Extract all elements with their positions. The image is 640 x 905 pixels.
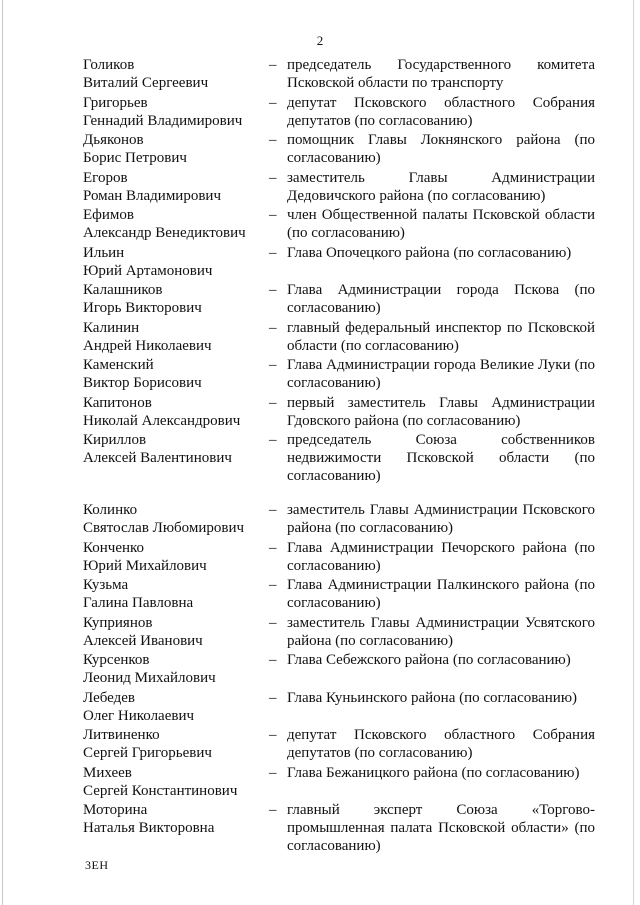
dash-separator: –	[269, 802, 277, 818]
member-person	[83, 431, 269, 485]
member-given-names: Сергей Константинович	[83, 782, 238, 799]
dash-separator: –	[269, 652, 277, 668]
member-position: первый заместитель Главы Администрации Гдовского района (по согласованию)	[287, 394, 595, 429]
member-entry	[83, 206, 595, 242]
dash-separator: –	[269, 727, 277, 743]
member-surname: Михеев	[83, 764, 132, 781]
member-given-names: Сергей Григорьевич	[83, 745, 212, 761]
footer-code: 3ЕН	[85, 858, 109, 872]
member-position: Глава Администрации города Пскова (по согласованию)	[287, 282, 595, 316]
member-entry	[83, 281, 595, 317]
member-surname: Колинко	[83, 502, 138, 518]
member-entry	[83, 169, 595, 205]
member-person	[83, 764, 269, 800]
dash-separator: –	[269, 94, 277, 111]
member-entry	[83, 94, 595, 130]
member-given-names: Андрей Николаевич	[83, 337, 212, 354]
member-entry	[83, 726, 595, 762]
member-entry	[83, 431, 595, 485]
scan-edge-left	[2, 0, 3, 905]
member-position: Глава Администрации Палкинского района (по согласованию)	[287, 577, 595, 611]
member-given-names: Виктор Борисович	[83, 375, 202, 391]
member-surname: Куприянов	[83, 614, 153, 631]
member-given-names: Роман Владимирович	[83, 187, 221, 204]
member-given-names: Борис Петрович	[83, 150, 187, 166]
dash-separator: –	[269, 577, 277, 593]
member-surname: Кузьма	[83, 577, 129, 593]
member-position: член Общественной палаты Псковской области (по согласованию)	[287, 207, 595, 241]
member-surname: Дьяконов	[83, 132, 144, 148]
member-given-names: Галина Павловна	[83, 595, 194, 611]
member-person	[83, 319, 269, 355]
dash-separator: –	[269, 394, 277, 411]
member-position: Глава Администрации города Великие Луки (по согласованию)	[287, 357, 595, 391]
member-entry	[83, 131, 595, 167]
member-position: Глава Администрации Печорского района (по согласованию)	[287, 539, 595, 574]
member-given-names: Алексей Валентинович	[83, 450, 232, 466]
member-given-names: Николай Александрович	[83, 412, 241, 429]
member-surname: Моторина	[83, 802, 148, 818]
member-given-names: Геннадий Владимирович	[83, 112, 243, 129]
member-entry	[83, 394, 595, 430]
member-person	[83, 94, 269, 130]
dash-separator: –	[269, 614, 277, 631]
member-entry	[83, 801, 595, 855]
member-surname: Капитонов	[83, 394, 152, 411]
member-position: Глава Себежского района (по согласованию)	[287, 652, 571, 668]
member-person	[83, 539, 269, 575]
member-position: заместитель Главы Администрации Псковского района (по согласованию)	[287, 502, 595, 536]
dash-separator: –	[269, 539, 277, 556]
member-position: депутат Псковского областного Собрания депутатов (по согласованию)	[287, 94, 595, 129]
member-person	[83, 131, 269, 167]
member-entry	[83, 501, 595, 537]
member-surname: Голиков	[83, 57, 135, 73]
member-person	[83, 576, 269, 612]
dash-separator: –	[269, 244, 277, 261]
member-entry	[83, 356, 595, 392]
member-surname: Ефимов	[83, 207, 134, 223]
member-surname: Литвиненко	[83, 727, 160, 743]
dash-separator: –	[269, 689, 277, 706]
member-person	[83, 394, 269, 430]
member-person	[83, 651, 269, 687]
member-entry	[83, 689, 595, 725]
member-person	[83, 56, 269, 92]
member-given-names: Юрий Михайлович	[83, 557, 207, 574]
member-entry	[83, 539, 595, 575]
dash-separator: –	[269, 57, 277, 73]
member-person	[83, 801, 269, 855]
member-person	[83, 501, 269, 537]
member-person	[83, 726, 269, 762]
member-entry	[83, 651, 595, 687]
member-given-names: Юрий Артамонович	[83, 262, 213, 279]
member-surname: Калинин	[83, 319, 140, 336]
member-given-names: Алексей Иванович	[83, 632, 203, 649]
member-given-names: Игорь Викторович	[83, 300, 202, 316]
member-surname: Ильин	[83, 244, 125, 261]
member-position: главный федеральный инспектор по Псковской области (по согласованию)	[287, 319, 595, 354]
member-position: председатель Союза собственников недвижимости Псковской области (по согласованию)	[287, 432, 595, 484]
member-position: помощник Главы Локнянского района (по согласованию)	[287, 132, 595, 166]
dash-separator: –	[269, 169, 277, 186]
member-given-names: Виталий Сергеевич	[83, 75, 209, 91]
member-entry	[83, 56, 595, 92]
member-given-names: Наталья Викторовна	[83, 820, 215, 836]
member-given-names: Святослав Любомирович	[83, 520, 245, 536]
member-person	[83, 356, 269, 392]
page-number: 2	[316, 33, 324, 48]
member-surname: Лебедев	[83, 689, 135, 706]
member-surname: Курсенков	[83, 652, 150, 668]
member-person	[83, 614, 269, 650]
member-entry	[83, 244, 595, 280]
member-person	[83, 169, 269, 205]
member-entry	[83, 576, 595, 612]
dash-separator: –	[269, 502, 277, 518]
member-surname: Егоров	[83, 169, 128, 186]
dash-separator: –	[269, 319, 277, 336]
member-position: заместитель Главы Администрации Усвятского района (по согласованию)	[287, 614, 595, 649]
dash-separator: –	[269, 207, 277, 223]
dash-separator: –	[269, 764, 277, 781]
member-person	[83, 244, 269, 280]
scan-edge-right	[633, 0, 634, 905]
member-position: депутат Псковского областного Собрания депутатов (по согласованию)	[287, 727, 595, 761]
member-surname: Григорьев	[83, 94, 148, 111]
dash-separator: –	[269, 132, 277, 148]
member-surname: Кириллов	[83, 432, 147, 448]
member-surname: Конченко	[83, 539, 145, 556]
member-surname: Калашников	[83, 282, 163, 298]
member-surname: Каменский	[83, 357, 154, 373]
member-position: председатель Государственного комитета Псковской области по транспорту	[287, 57, 595, 91]
dash-separator: –	[269, 432, 277, 448]
dash-separator: –	[269, 282, 277, 298]
dash-separator: –	[269, 357, 277, 373]
member-position: Глава Куньинского района (по согласованию)	[287, 689, 578, 706]
member-position: главный эксперт Союза «Торгово-промышленная палата Псковской области» (по согласованию)	[287, 802, 595, 854]
member-person	[83, 206, 269, 242]
member-entry	[83, 319, 595, 355]
member-person	[83, 689, 269, 725]
member-entry	[83, 764, 595, 800]
member-list	[83, 56, 595, 857]
member-person	[83, 281, 269, 317]
member-position: Глава Опочецкого района (по согласованию)	[287, 244, 572, 261]
member-given-names: Олег Николаевич	[83, 707, 195, 724]
member-entry	[83, 614, 595, 650]
member-position: Глава Бежаницкого района (по согласованию)	[287, 764, 580, 781]
member-position: заместитель Главы Администрации Дедовичского района (по согласованию)	[287, 169, 595, 204]
member-given-names: Леонид Михайлович	[83, 670, 216, 686]
member-given-names: Александр Венедиктович	[83, 225, 246, 241]
